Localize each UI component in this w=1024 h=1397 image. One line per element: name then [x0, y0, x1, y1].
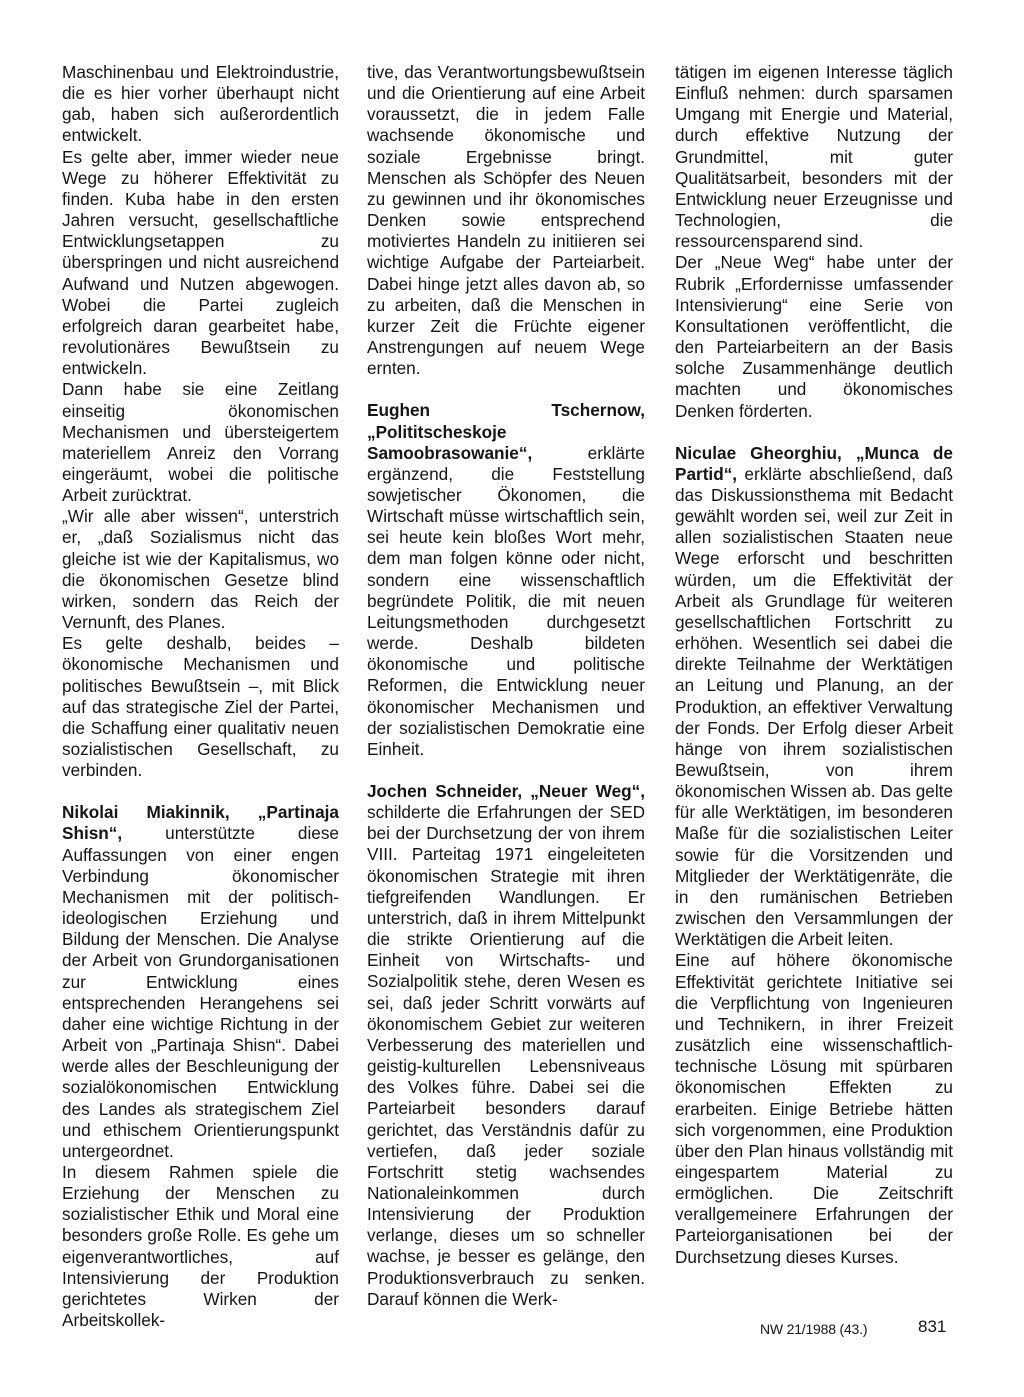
paragraph: „Wir alle aber wissen“, unterstrich er, „daß Sozialismus nicht das gleiche ist wie der Kapitalismus, wo die ökonomischen Gesetze blind wirken, sondern das Reich der Vernunft, des Planes.	[62, 506, 339, 633]
paragraph-text: schilderte die Erfahrungen der SED bei der Durchsetzung der von ihrem VIII. Parteitag 1971 eingeleiteten ökonomischen Strategie mit ihren tiefgreifenden Wandlungen. Er unterstrich, daß in ihrem Mittelpunkt die strikte Orientierung auf die Einheit von Wirtschafts- und Sozialpolitik stehe, deren Wesen es sei, daß jeder Schritt vorwärts auf ökonomischem Gebiet zur weiteren Verbesserung des materiellen und geistig-kulturellen Lebensniveaus des Volkes führe. Dabei sei die Parteiarbeit besonders darauf gerichtet, das Verständnis dafür zu vertiefen, daß jeder soziale Fortschritt stetig wachsendes Nationaleinkommen durch Intensivierung der Produktion verlange, dieses um so schneller wachse, je besser es gelänge, den Produktionsverbrauch zu senken. Darauf können die Werk-	[367, 802, 645, 1309]
paragraph: Der „Neue Weg“ habe unter der Rubrik „Erfordernisse umfassender Intensivierung“ eine Serie von Konsultationen veröffentlicht, die den Parteiarbeitern an der Basis solche Zusammenhänge deutlich machten und ökonomisches Denken förderten.	[675, 252, 953, 421]
text-column-3	[675, 62, 953, 1268]
speaker-paragraph	[675, 443, 953, 951]
page-number: 831	[918, 1317, 947, 1336]
speaker-paragraph	[367, 781, 645, 1310]
paragraph: tive, das Verantwortungsbewußtsein und die Orientierung auf eine Arbeit voraussetzt, die in jedem Falle wachsende ökonomische und soziale Ergebnisse bringt. Menschen als Schöpfer des Neuen zu gewinnen und ihr ökonomisches Denken sowie entsprechend motiviertes Handeln zu initiieren sei wichtige Aufgabe der Parteiarbeit. Dabei hinge jetzt alles davon ab, so zu arbeiten, daß die Menschen in kurzer Zeit die Früchte eigener Anstrengungen auf neuem Wege ernten.	[367, 62, 645, 379]
paragraph: In diesem Rahmen spiele die Erziehung der Menschen zu sozialistischer Ethik und Moral eine besonders große Rolle. Es gehe um eigenverantwortliches, auf Intensivierung der Produktion gerichtetes Wirken der Arbeitskollek-	[62, 1161, 339, 1331]
text-column-2	[367, 62, 645, 1310]
paragraph: Es gelte aber, immer wieder neue Wege zu höherer Effektivität zu finden. Kuba habe in den ersten Jahren versucht, gesellschaftliche Entwicklungsetappen zu überspringen und nicht ausreichend Aufwand und Nutzen abgewogen. Wobei die Partei zugleich erfolgreich daran gearbeitet habe, revolutionäres Bewußtsein zu entwickeln.	[62, 146, 339, 379]
paragraph: tätigen im eigenen Interesse täglich Einfluß nehmen: durch sparsamen Umgang mit Energie und Material, durch effektive Nutzung der Grundmittel, mit guter Qualitätsarbeit, besonders mit der Entwicklung neuer Erzeugnisse und Technologien, die ressourcensparend sind.	[675, 62, 953, 252]
speaker-paragraph	[62, 802, 339, 1162]
paragraph-text: erklärte abschließend, daß das Diskussionsthema mit Bedacht gewählt worden sei, weil zur Zeit in allen sozialistischen Staaten neue Wege erforscht und beschritten würden, um die Effektivität der Arbeit als Grundlage für weiteren gesellschaftlichen Fortschritt zu erhöhen. Wesentlich sei dabei die direkte Teilnahme der Werktätigen an Leitung und Planung, an der Produktion, an effektiver Verwaltung der Fonds. Der Erfolg dieser Arbeit hänge von ihrem sozialistischen Bewußtsein, von ihrem ökonomischen Wissen ab. Das gelte für alle Werktätigen, im besonderen Maße für die sozialistischen Leiter sowie für die Vorsitzenden und Mitglieder der Werktätigenräte, die in den rumänischen Betrieben zwischen den Versammlungen der Werktätigen die Arbeit leiten.	[675, 463, 954, 950]
speaker-name: Jochen Schneider, „Neuer Weg“,	[367, 781, 645, 801]
issue-reference: NW 21/1988 (43.)	[760, 1321, 868, 1337]
speaker-name: Nikolai Miakinnik, „Partinaja Shisn“,	[62, 802, 339, 844]
paragraph: Dann habe sie eine Zeitlang einseitig ökonomischen Mechanismen und übersteigertem materiellem Anreiz den Vorrang eingeräumt, wobei die politische Arbeit zurücktrat.	[62, 379, 339, 506]
paragraph-text: erklärte ergänzend, die Feststellung sowjetischer Ökonomen, die Wirtschaft müsse wirtschaftlich sein, sei heute kein bloßes Wort mehr, dem man folgen könne oder nicht, sondern eine wissenschaftlich begründete Politik, die mit neuen Leitungsmethoden durchgesetzt werde. Deshalb bildeten ökonomische und politische Reformen, die Entwicklung neuer ökonomischer Mechanismen und der sozialistischen Demokratie eine Einheit.	[367, 442, 645, 759]
paragraph: Maschinenbau und Elektroindustrie, die es hier vorher überhaupt nicht gab, haben sich außerordentlich entwickelt.	[62, 62, 339, 146]
paragraph-text: unterstützte diese Auffassungen von einer engen Verbindung ökonomischer Mechanismen mit der politisch-ideologischen Erziehung und Bildung der Menschen. Die Analyse der Arbeit von Grundorganisationen zur Entwicklung eines entsprechenden Herangehens sei daher eine wichtige Richtung in der Arbeit von „Partinaja Shisn“. Dabei werde alles der Beschleunigung der sozialökonomischen Entwicklung des Landes als strategischem Ziel und ethischem Orientierungspunkt untergeordnet.	[62, 823, 339, 1161]
paragraph: Es gelte deshalb, beides – ökonomische Mechanismen und politisches Bewußtsein –, mit Blick auf das strategische Ziel der Partei, die Schaffung einer qualitativ neuen sozialistischen Gesellschaft, zu verbinden.	[62, 633, 339, 781]
speaker-name: Niculae Gheorghiu, „Munca de Partid“,	[675, 442, 953, 484]
paragraph: Eine auf höhere ökonomische Effektivität gerichtete Initiative sei die Verpflichtung von Ingenieuren und Technikern, in ihrer Freizeit zusätzlich eine wissenschaftlich-technische Lösung mit spürbaren ökonomischen Effekten zu erarbeiten. Einige Betriebe hätten sich vorgenommen, eine Produktion über den Plan hinaus vollständig mit eingespartem Material zu ermöglichen. Die Zeitschrift verallgemeinere Erfahrungen der Parteiorganisationen bei der Durchsetzung dieses Kurses.	[675, 950, 953, 1267]
speaker-name: Eughen Tschernow, „Polititscheskoje Samoobrasowanie“,	[367, 400, 645, 463]
text-column-1	[62, 62, 339, 1331]
speaker-paragraph	[367, 400, 645, 760]
